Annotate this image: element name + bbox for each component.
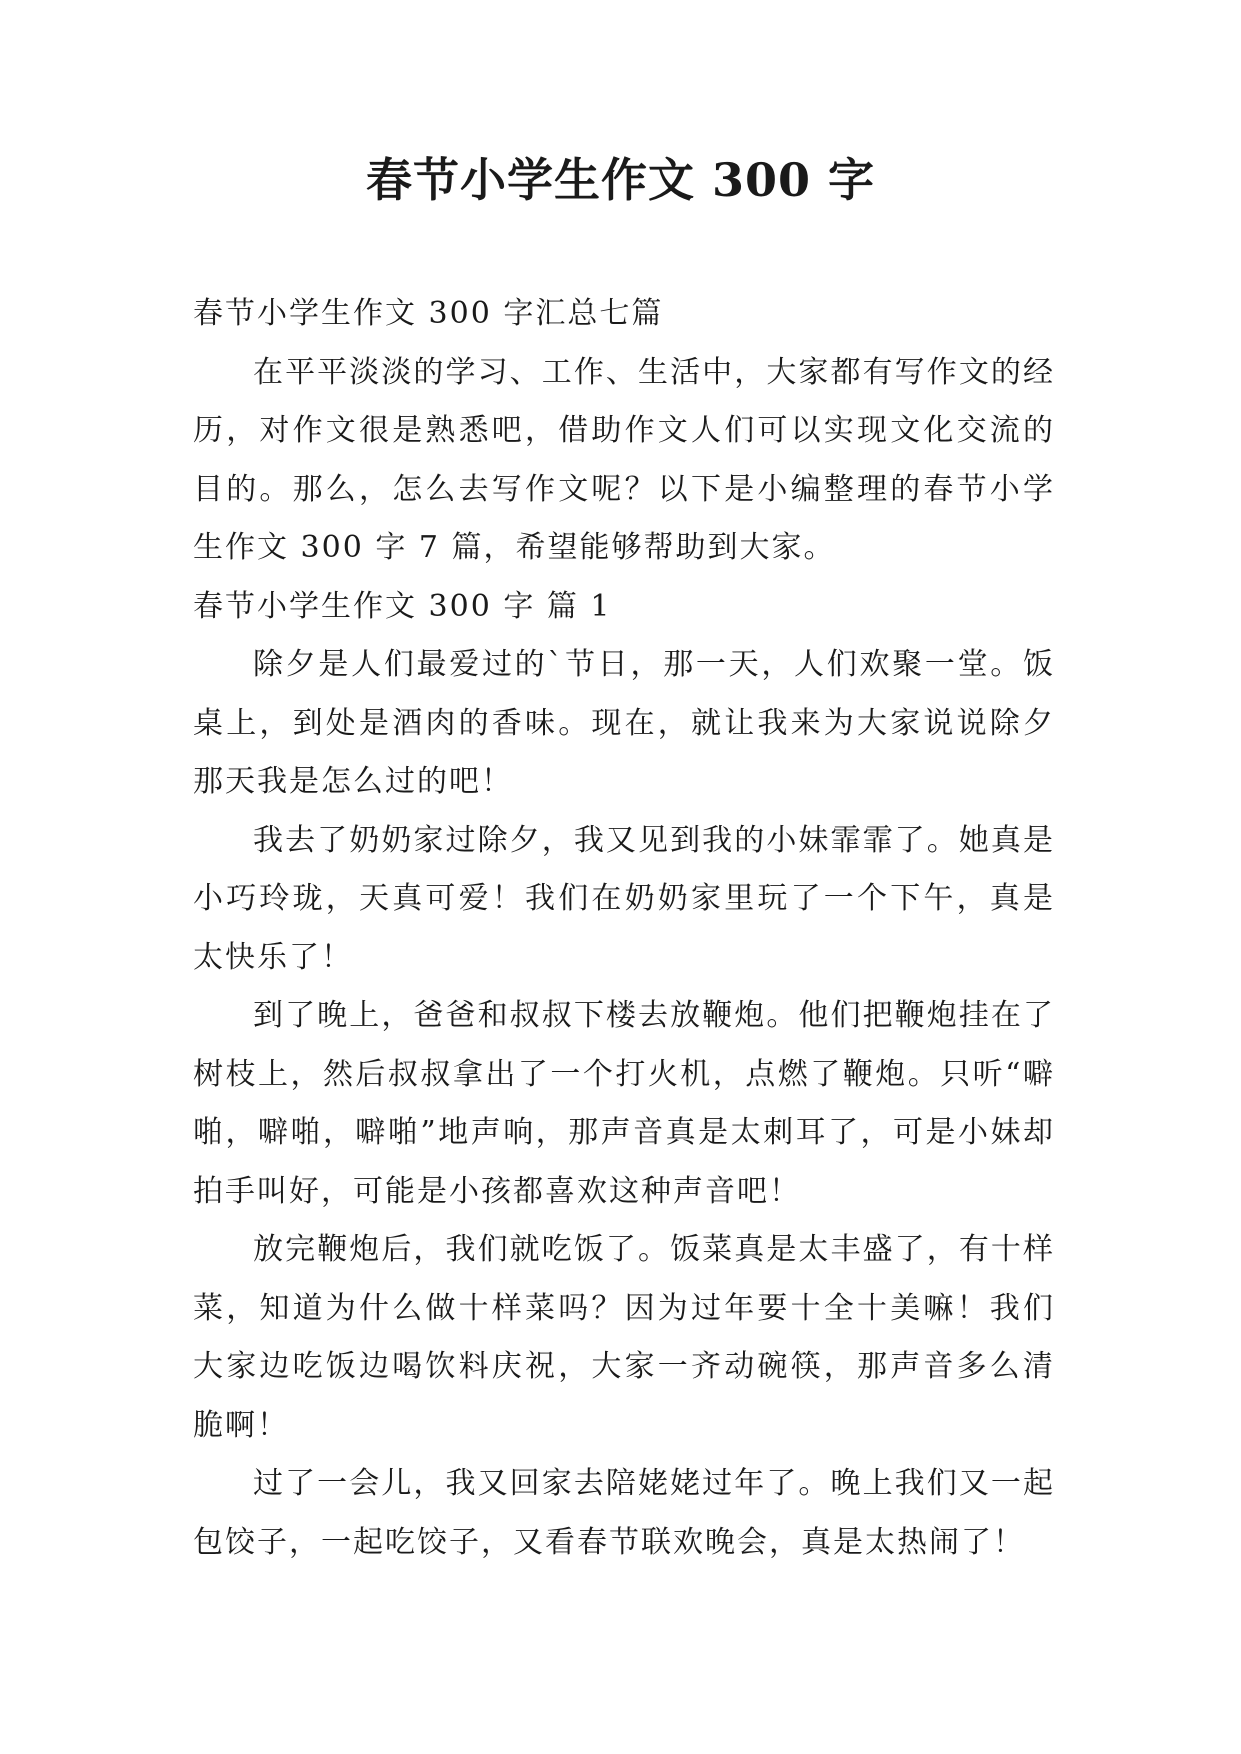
intro-paragraph: 在平平淡淡的学习、工作、生活中，大家都有写作文的经历，对作文很是熟悉吧，借助作文人们可以实现文化交流的目的。那么，怎么去写作文呢？以下是小编整理的春节小学生作文 300 字 7 篇，希望能够帮助到大家。 xyxy=(193,354,1055,565)
document-body xyxy=(193,285,1055,1572)
body-paragraph: 除夕是人们最爱过的`节日，那一天，人们欢聚一堂。饭桌上，到处是酒肉的香味。现在，就让我来为大家说说除夕那天我是怎么过的吧！ xyxy=(193,647,1055,799)
body-paragraph: 放完鞭炮后，我们就吃饭了。饭菜真是太丰盛了，有十样菜，知道为什么做十样菜吗？因为过年要十全十美嘛！我们大家边吃饭边喝饮料庆祝，大家一齐动碗筷，那声音多么清脆啊！ xyxy=(193,1232,1055,1443)
body-paragraph: 过了一会儿，我又回家去陪姥姥过年了。晚上我们又一起包饺子，一起吃饺子，又看春节联欢晚会，真是太热闹了！ xyxy=(193,1466,1055,1560)
page-title: 春节小学生作文 300 字 xyxy=(365,153,876,207)
body-paragraph: 到了晚上，爸爸和叔叔下楼去放鞭炮。他们把鞭炮挂在了树枝上，然后叔叔拿出了一个打火机，点燃了鞭炮。只听“噼啪，噼啪，噼啪”地声响，那声音真是太刺耳了，可是小妹却拍手叫好，可能是小孩都喜欢这种声音吧！ xyxy=(193,998,1055,1209)
document-subtitle: 春节小学生作文 300 字汇总七篇 xyxy=(193,296,664,331)
section-heading: 春节小学生作文 300 字 篇 1 xyxy=(193,588,612,624)
body-paragraph: 我去了奶奶家过除夕，我又见到我的小妹霏霏了。她真是小巧玲珑，天真可爱！我们在奶奶家里玩了一个下午，真是太快乐了！ xyxy=(193,822,1055,975)
